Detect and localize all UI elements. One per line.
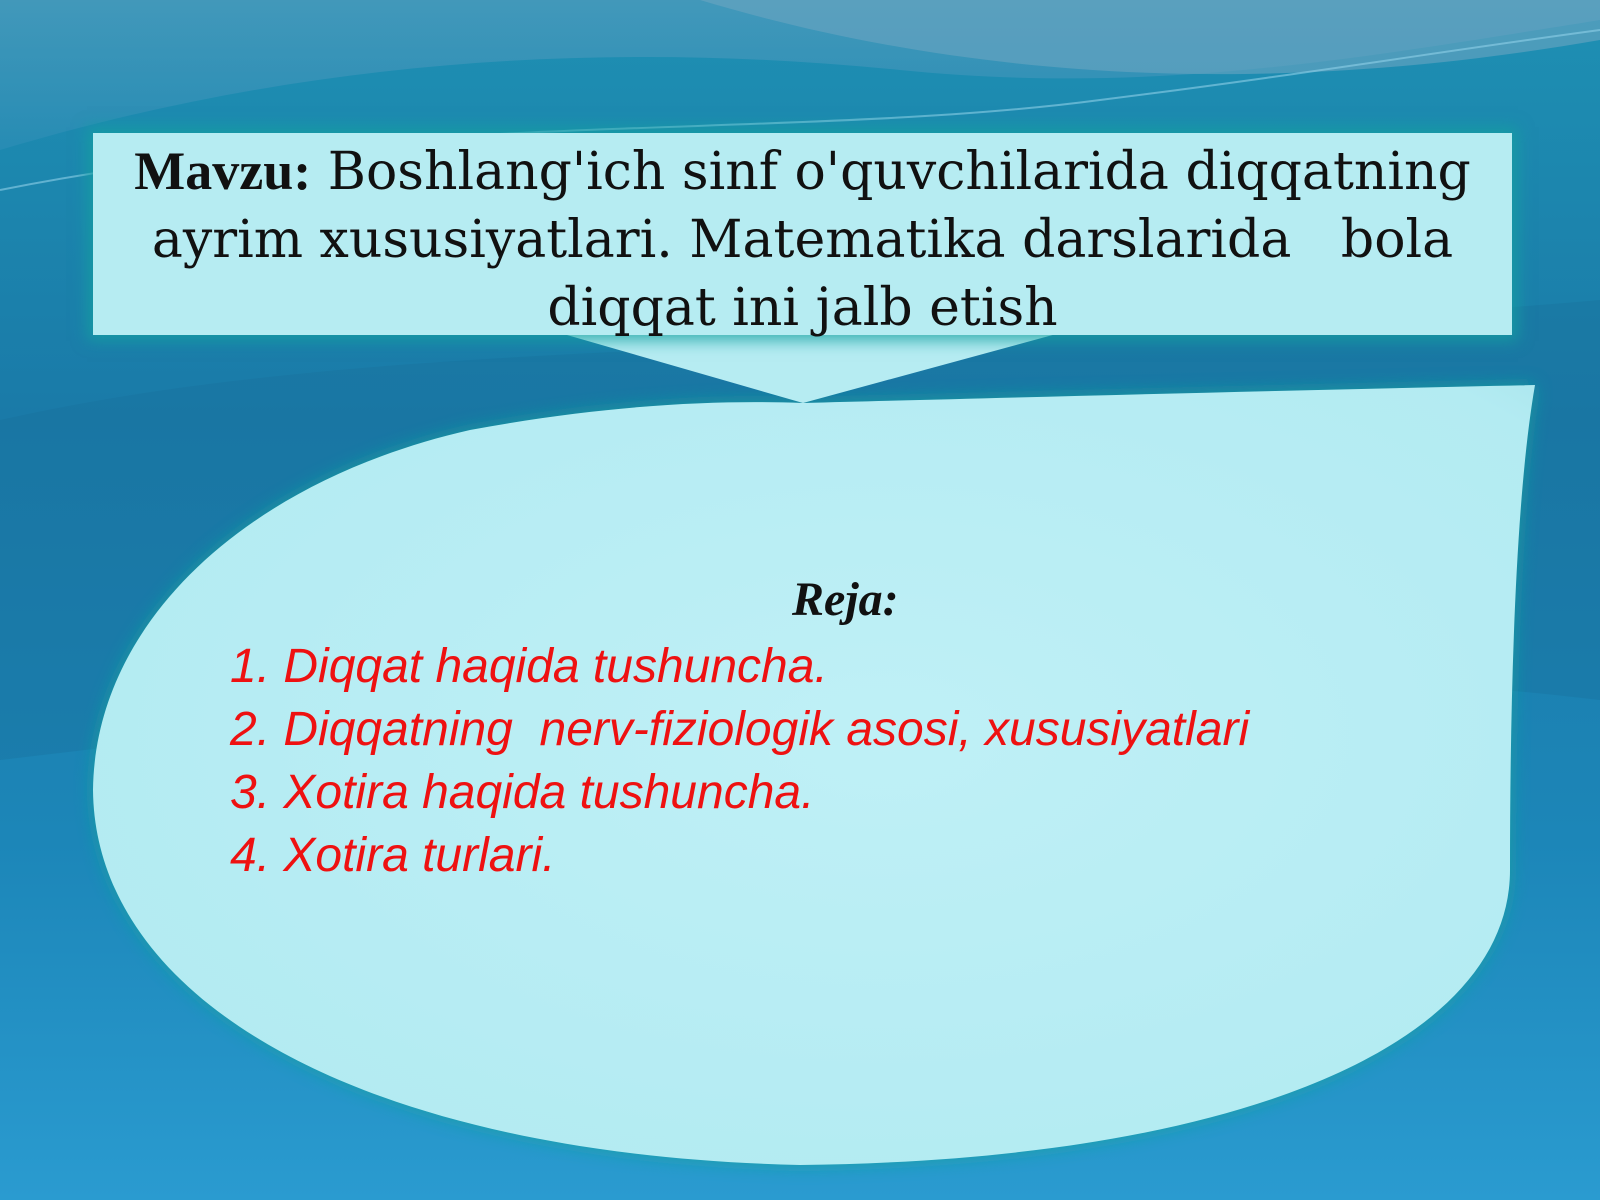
title-text: Boshlang'ich sinf o'quvchilarida diqqatning ayrim xususiyatlari. Matematika darslarida bola diqqat ini jalb etish xyxy=(151,142,1504,338)
plan-item: 1. Diqqat haqida tushuncha. xyxy=(230,640,828,693)
plan-item: 3. Xotira haqida tushuncha. xyxy=(230,766,815,819)
plan-item: 4. Xotira turlari. xyxy=(230,829,556,882)
plan-list xyxy=(230,635,1430,887)
title-box xyxy=(93,133,1512,338)
plan-item: 2. Diqqatning nerv-fiziologik asosi, xususiyatlari xyxy=(230,703,1250,756)
title-prefix: Mavzu: xyxy=(134,141,312,201)
plan-section xyxy=(230,565,1430,887)
plan-heading: Reja: xyxy=(792,573,899,626)
